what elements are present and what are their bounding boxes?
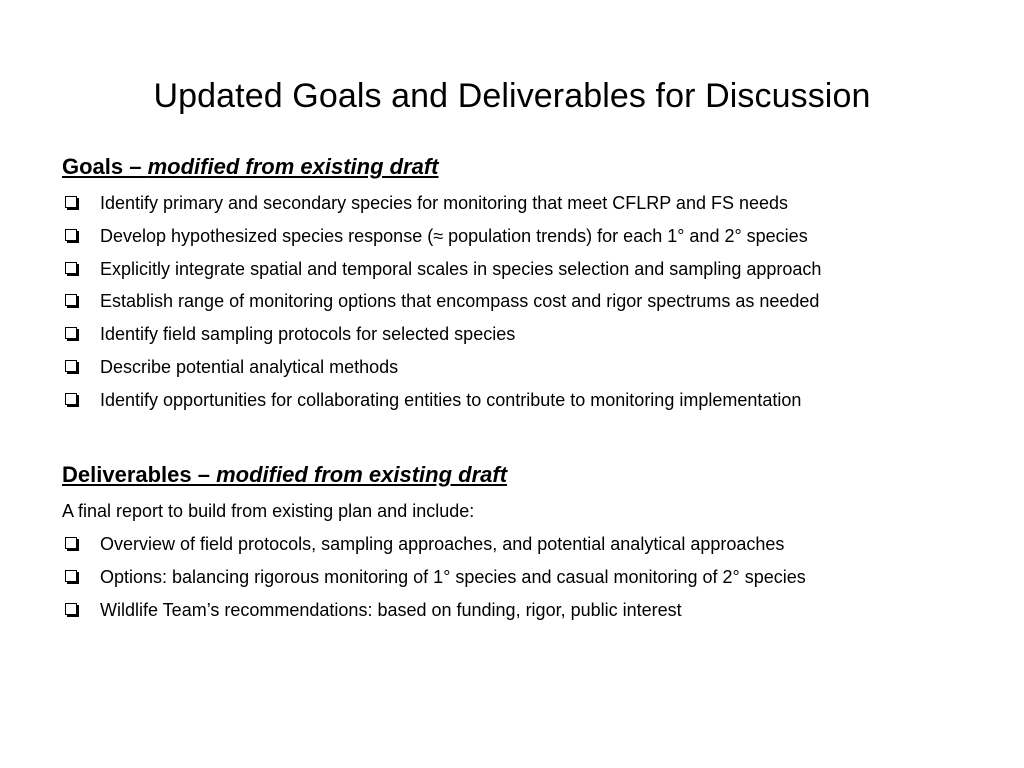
checkbox-icon: [65, 360, 77, 372]
goals-item-text: Identify opportunities for collaborating entities to contribute to monitoring implementation: [100, 389, 802, 410]
checkbox-icon: [65, 294, 77, 306]
deliverables-item-text: Options: balancing rigorous monitoring of 1° species and casual monitoring of 2° species: [100, 566, 806, 587]
checkbox-icon: [65, 393, 77, 405]
deliverables-heading-note: modified from existing draft: [216, 462, 508, 487]
goals-item-text: Identify primary and secondary species for monitoring that meet CFLRP and FS needs: [100, 193, 789, 213]
goals-list-item: [62, 191, 821, 224]
goals-list-item: [62, 257, 821, 290]
deliverables-item-text: Wildlife Team’s recommendations: based on funding, rigor, public interest: [100, 599, 682, 620]
goals-heading: [62, 153, 439, 181]
deliverables-list: [62, 532, 806, 630]
goals-item-text: Establish range of monitoring options that encompass cost and rigor spectrums as needed: [100, 291, 820, 312]
deliverables-intro: A final report to build from existing plan and include:: [62, 501, 475, 521]
deliverables-list-item: [62, 598, 806, 631]
deliverables-list-item: [62, 565, 806, 598]
goals-list-item: [62, 322, 821, 355]
goals-list-item: [62, 289, 821, 322]
deliverables-list-item: [62, 532, 806, 565]
checkbox-icon: [65, 603, 77, 615]
goals-list-item: [62, 224, 821, 257]
goals-heading-label: Goals –: [62, 154, 148, 179]
checkbox-icon: [65, 262, 77, 274]
goals-heading-note: modified from existing draft: [147, 154, 439, 179]
goals-item-text: Explicitly integrate spatial and temporal scales in species selection and sampling approach: [100, 258, 822, 279]
goals-item-text: Describe potential analytical methods: [100, 356, 399, 377]
checkbox-icon: [65, 327, 77, 339]
goals-item-text: Identify field sampling protocols for selected species: [100, 324, 516, 345]
goals-list-item: [62, 388, 821, 421]
checkbox-icon: [65, 537, 77, 549]
checkbox-icon: [65, 196, 77, 208]
deliverables-heading: [62, 461, 507, 489]
checkbox-icon: [65, 570, 77, 582]
goals-list-item: [62, 355, 821, 388]
goals-item-text: Develop hypothesized species response (≈ population trends) for each 1° and 2° species: [100, 225, 808, 246]
checkbox-icon: [65, 229, 77, 241]
deliverables-heading-label: Deliverables –: [62, 462, 217, 487]
deliverables-item-text: Overview of field protocols, sampling approaches, and potential analytical approaches: [100, 534, 785, 554]
slide-title: Updated Goals and Deliverables for Discussion: [153, 77, 871, 115]
goals-list: [62, 191, 821, 421]
